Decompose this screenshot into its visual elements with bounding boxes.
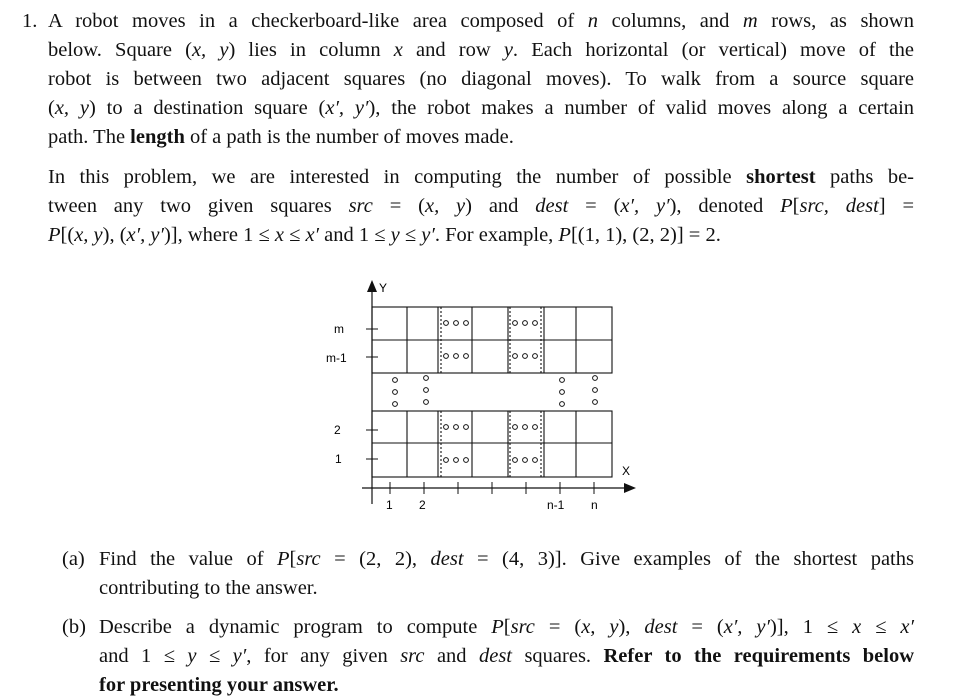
problem-line-3: P[(x, y), (x′, y′)], where 1 ≤ x ≤ x′ and 1 ≤ y ≤ y′. For example, P[(1, 1), (2, 2)] = 2. — [48, 224, 721, 246]
problem-line-2: tween any two given squares src = (x, y) and dest = (x′, y′), denoted P[src, dest] = — [48, 195, 915, 217]
part-b-line-2: and 1 ≤ y ≤ y′, for any given src and dest squares. Refer to the requirements below — [99, 645, 914, 667]
part-a-label: (a) — [62, 548, 85, 570]
intro-line-3: robot is between two adjacent squares (no diagonal moves). To walk from a source square — [48, 68, 914, 90]
col-label-n: n — [591, 498, 598, 512]
col-label-2: 2 — [419, 498, 426, 512]
col-label-n-1: n-1 — [547, 498, 565, 512]
intro-line-1: A robot moves in a checkerboard-like area composed of n columns, and m rows, as shown — [48, 10, 914, 32]
part-a-line-2: contributing to the answer. — [99, 577, 318, 599]
row-label-2: 2 — [334, 423, 341, 437]
row-label-m-1: m-1 — [326, 351, 347, 365]
y-arrow-icon — [367, 280, 377, 292]
intro-line-2: below. Square (x, y) lies in column x and row y. Each horizontal (or vertical) move of the — [48, 39, 915, 61]
intro-line-4: (x, y) to a destination square (x′, y′), the robot makes a number of valid moves along a certain — [48, 97, 915, 119]
grid-top-rows — [372, 307, 612, 373]
part-b-label: (b) — [62, 616, 86, 638]
x-arrow-icon — [624, 483, 636, 493]
intro-paragraph — [48, 7, 914, 152]
checkerboard-figure — [300, 276, 660, 526]
question-number: 1. — [22, 10, 38, 32]
horizontal-ellipsis-marks — [444, 321, 538, 463]
part-b-line-3: for presenting your answer. — [99, 674, 339, 696]
col-label-1: 1 — [386, 498, 393, 512]
vertical-ellipsis-marks — [393, 376, 598, 407]
part-a-line-1: Find the value of P[src = (2, 2), dest = (4, 3)]. Give examples of the shortest paths — [99, 548, 914, 570]
problem-paragraph — [48, 163, 914, 250]
grid-bottom-rows — [372, 411, 612, 477]
y-axis-label: Y — [379, 281, 388, 295]
part-b-text — [99, 613, 914, 700]
problem-line-1: In this problem, we are interested in computing the number of possible shortest paths be- — [48, 166, 914, 188]
x-axis-label: X — [622, 464, 631, 478]
part-a-text — [99, 545, 914, 603]
part-b-line-1: Describe a dynamic program to compute P[src = (x, y), dest = (x′, y′)], 1 ≤ x ≤ x′ — [99, 616, 914, 638]
intro-line-5: path. The length of a path is the number of moves made. — [48, 126, 514, 148]
row-label-1: 1 — [335, 452, 342, 466]
row-label-m: m — [334, 322, 344, 336]
